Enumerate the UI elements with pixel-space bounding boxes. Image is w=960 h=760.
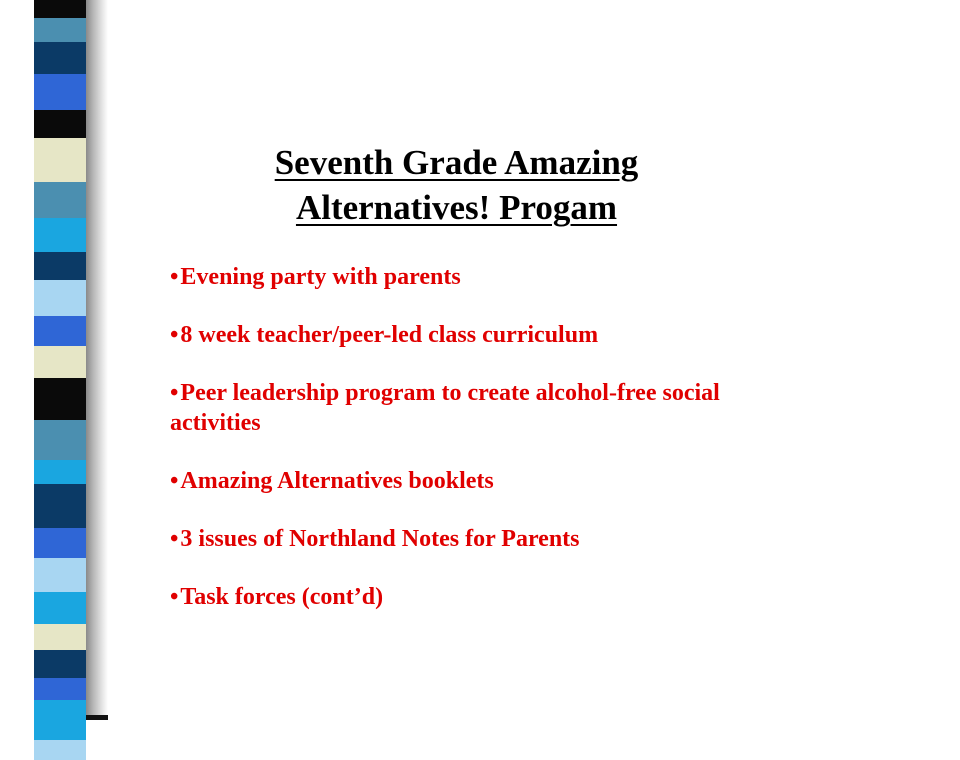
stripe — [34, 678, 86, 700]
stripe-shadow — [86, 0, 108, 720]
bullet-icon: • — [170, 380, 179, 406]
bullet-item-northland-notes — [170, 524, 810, 554]
decorative-stripe-bar — [34, 0, 86, 720]
stripe — [34, 182, 86, 218]
stripe — [34, 592, 86, 624]
bullet-item-booklets — [170, 466, 810, 496]
bullet-icon: • — [170, 322, 179, 348]
bullet-item-peer-leadership — [170, 378, 810, 438]
stripe — [34, 420, 86, 460]
stripe — [34, 74, 86, 110]
stripe — [34, 138, 86, 182]
bullet-icon: • — [170, 526, 179, 552]
stripe — [34, 218, 86, 252]
bullet-text: Evening party with parents — [180, 264, 461, 290]
stripe — [34, 346, 86, 378]
bullet-text: 8 week teacher/peer-led class curriculum — [180, 322, 599, 348]
bullet-icon: • — [170, 584, 179, 610]
bullet-item-task-forces — [170, 582, 810, 612]
stripe — [34, 650, 86, 678]
stripe — [34, 18, 86, 42]
bullet-icon: • — [170, 468, 179, 494]
stripe — [34, 42, 86, 74]
stripe — [34, 316, 86, 346]
stripe — [34, 252, 86, 280]
bullet-item-curriculum — [170, 320, 810, 350]
stripe — [34, 558, 86, 592]
stripe — [34, 484, 86, 528]
stripe — [34, 460, 86, 484]
slide-title-line-2: Alternatives! Progam — [295, 188, 618, 227]
slide-title — [160, 140, 753, 230]
stripe — [34, 528, 86, 558]
stripe — [34, 110, 86, 138]
bullet-text: Task forces (cont’d) — [180, 584, 384, 610]
bullet-item-evening-party — [170, 262, 810, 292]
bullet-icon: • — [170, 264, 179, 290]
slide-title-line-1: Seventh Grade Amazing — [274, 143, 639, 182]
bullet-text: Amazing Alternatives booklets — [180, 468, 494, 494]
bullet-text: 3 issues of Northland Notes for Parents — [180, 526, 580, 552]
stripe — [34, 0, 86, 18]
bullet-text: Peer leadership program to create alcohol-free social activities — [170, 380, 720, 436]
stripe — [34, 378, 86, 420]
stripe-bottom-edge — [86, 715, 108, 720]
stripe — [34, 280, 86, 316]
stripe — [34, 740, 86, 760]
bullet-list — [170, 262, 810, 612]
stripe — [34, 700, 86, 740]
stripe — [34, 624, 86, 650]
